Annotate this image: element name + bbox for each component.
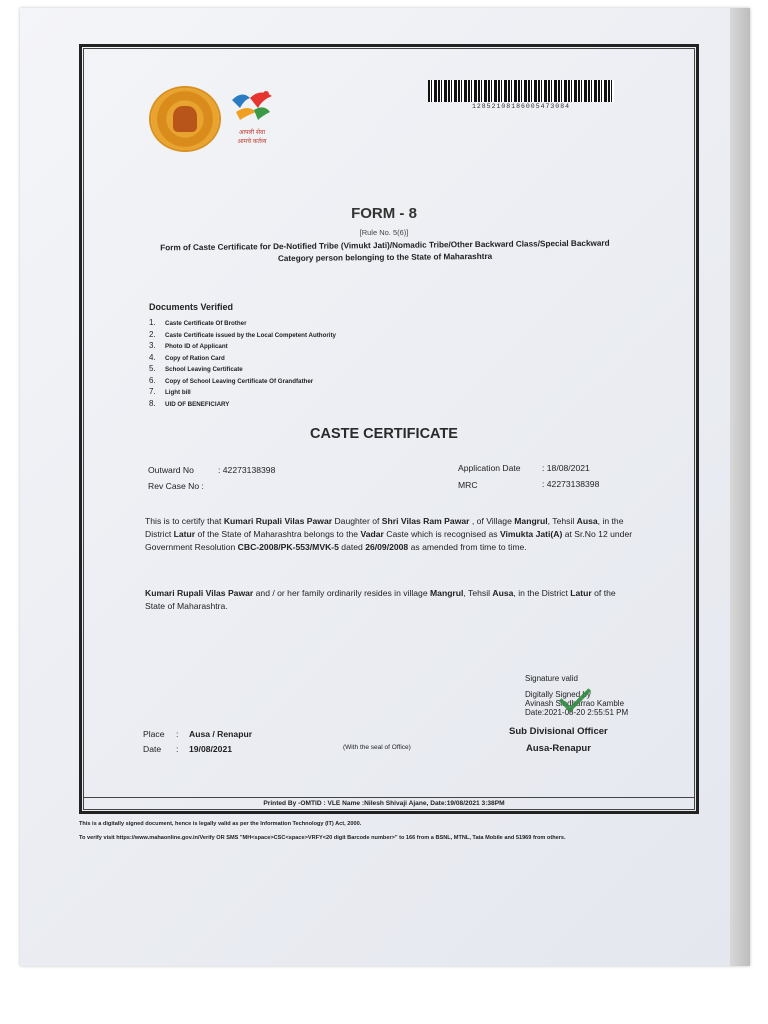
- date-colon: :: [176, 744, 179, 754]
- logo-caption-1: आपली सेवा: [238, 129, 266, 136]
- officer-office: Ausa-Renapur: [526, 743, 591, 754]
- application-date-label: Application Date: [458, 463, 521, 473]
- form-title: FORM - 8: [351, 205, 417, 222]
- residence-paragraph: Kumari Rupali Vilas Pawar and / or her family ordinarily resides in village Mangrul, Tehsil Ausa, in the District Latur of the State of Maharashtra.: [145, 588, 616, 611]
- digital-signature-note: This is a digitally signed document, hence is legally valid as per the Information Technology (IT) Act, 2000.: [79, 821, 362, 827]
- list-item: 5. School Leaving Certificate: [149, 364, 243, 373]
- outward-no-value: : 42273138398: [218, 465, 276, 475]
- verification-instructions: To verify visit https://www.mahaonline.gov.in/Verify OR SMS "MH<space>CSC<space>VRFY<20 digit Barcode number>" to 166 from a BSNL, MTNL, Tata Mobile and 51969 from others.: [79, 835, 566, 841]
- certification-paragraph: This is to certify that Kumari Rupali Vilas Pawar Daughter of Shri Vilas Ram Pawar , of Village Mangrul, Tehsil Ausa, in the District Latur of the State of Maharashtra belongs to the Vadar Caste which is recognised as Vimukta Jati(A) at Sr.No 12 under Government Resolution CBC-2008/PK-553/MVK-5 dated 26/09/2008 as amended from time to time.: [145, 516, 633, 552]
- place-colon: :: [176, 729, 179, 739]
- list-item: 6. Copy of School Leaving Certificate Of Grandfather: [149, 375, 314, 385]
- rule-number: [Rule No. 5(6)]: [359, 228, 409, 237]
- divider: [83, 797, 695, 798]
- outward-no-label: Outward No: [148, 465, 194, 475]
- aaple-sarkar-logo-icon: [226, 86, 278, 148]
- page-edge: [730, 8, 750, 966]
- logo-caption-2: आमचे कर्तव्य: [237, 138, 267, 145]
- place-value: Ausa / Renapur: [189, 729, 253, 739]
- list-item: 1. Caste Certificate Of Brother: [149, 318, 247, 327]
- date-value: 19/08/2021: [189, 744, 233, 754]
- maharashtra-emblem-icon: [151, 88, 219, 150]
- list-item: 2. Caste Certificate issued by the Local Competent Authority: [149, 329, 336, 339]
- signed-by-line: Digitally Signed by: [525, 690, 591, 699]
- barcode-number: 12852108186005473084: [471, 103, 570, 110]
- application-date-value: : 18/08/2021: [542, 463, 590, 473]
- list-item: 7. Light bill: [149, 387, 191, 396]
- date-label: Date: [143, 744, 162, 754]
- list-item: 8. UID OF BENEFICIARY: [149, 398, 230, 408]
- signature-valid: Signature valid: [525, 674, 578, 683]
- form-description: Form of Caste Certificate for De-Notified Tribe (Vimukt Jati)/Nomadic Tribe/Other Backward Class/Special Backward Category person belonging to the State of Maharashtra: [160, 238, 610, 264]
- mrc-value: : 42273138398: [542, 479, 600, 489]
- mrc-label: MRC: [458, 480, 478, 490]
- seal-note: (With the seal of Office): [343, 744, 411, 751]
- barcode: [428, 80, 614, 102]
- printed-by: Printed By -OMTID : VLE Name :Nilesh Shivaji Ajane, Date:19/08/2021 3:38PM: [263, 800, 505, 807]
- signature-date: Date:2021-08-20 2:55:51 PM: [525, 708, 629, 717]
- list-item: 4. Copy of Ration Card: [149, 352, 225, 362]
- place-label: Place: [143, 729, 165, 739]
- documents-verified-heading: Documents Verified: [149, 302, 234, 312]
- caste-certificate-title: CASTE CERTIFICATE: [310, 426, 458, 442]
- rev-case-no: Rev Case No :: [148, 481, 204, 491]
- signer-name: Avinash Sindharrao Kamble: [525, 699, 625, 708]
- officer-title: Sub Divisional Officer: [509, 726, 608, 737]
- documents-list: [149, 318, 336, 410]
- list-item: 3. Photo ID of Applicant: [149, 341, 228, 350]
